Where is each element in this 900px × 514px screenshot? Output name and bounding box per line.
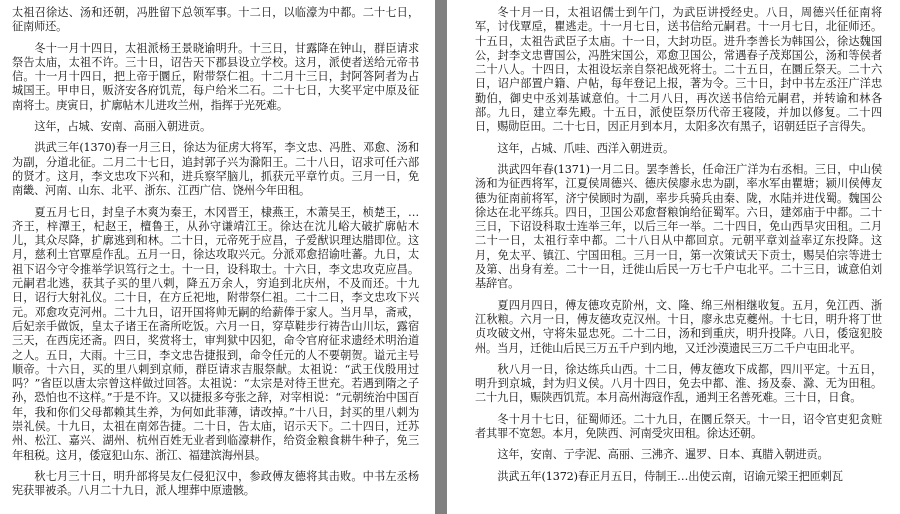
paragraph: 洪武五年(1372)春正月五日，侍制王…出使云南，诏谕元梁王把匝剌瓦 [497, 469, 843, 483]
paragraph: 这年，占城、安南、高丽入朝进贡。 [34, 120, 211, 134]
paragraph: 这年，安南、亍孛泥、高丽、三沸齐、暹罗、日本、真腊入朝进贡。 [497, 448, 829, 462]
paragraph: 冬十月一日，太祖诏儒士到午门，为武臣讲授经史。八日，周德兴任征南将军，讨伐覃垕，瞿逃走。十一月七日，送书信给元嗣君。十一月七日，北征师还。十五日，太祖告武臣子太庙。十一日，大封功臣。进升李善长为韩国公，徐达魏国公，封李文忠曹国公，冯胜宋国公，邓愈卫国公，常遇春子茂郑国公，汤和等侯者二十八人。十四日，太祖设坛亲自祭祀战死将士。二十五日，在圜丘祭天。二十六日，诏户部置户籍、户帖，每年登记上报，著为令。三十日，封中书左丞汪广洋忠勤伯，御史中丞刘基诚意伯。十二月八日，再次送书信给元嗣君，并转谕和林各部。九日，建立奉先殿。十五日，派使臣祭历代帝王寝陵，并加以修复。二十四日，赐勋臣田。二十七日，因正月到本月，太阳多次有黑子，诏朝廷臣子言得失。 [475, 6, 882, 134]
paragraph: 夏五月七日，封皇子木爽为秦王，木冈晋王，棣燕王，木萧吴王，桢楚王，…齐王，梓潭王，杞赵王，檀鲁王，从孙守谦靖江王。徐达在沈儿峪大破扩廓帖木儿，其众尽降，扩廓逃到和林。二十日，元帝死于应昌，子爱猷识理达腊即位。这月，慈利土官覃垕作乱。五月一日，徐达攻取兴元。分派邓愈招谕吐蕃。九日，太祖下诏今守令推举学识笃行之士。十一日，设科取士。十六日，李文忠攻克应昌。元嗣君北逃，获其子买的里八剌，降五万余人，穷追到北庆州，不及而还。十九日，诏行大射礼仪。二十日，在方丘祀地，附带祭仁祖。二十二日，李文忠攻下兴元。邓愈攻克河州。二十九日，诏开国将帅无嗣的给薪俸于家人。当月旱，斋戒，后妃亲手做饭，皇太子诸王在斋所吃饭。六月一日，穿草鞋步行祷告山川坛，露宿三天，在西庑还斋。四日，奖赏将士，审判狱中囚犯，命令官府征求遗经术明治道之人。五日，大雨。十三日，李文忠告捷报到，命令任元的人不要朝贺。谥元主号顺帝。十六日，买的里八剌到京师，群臣请求吉服祭献。太祖说：“武王伐殷用过吗？”省臣以唐太宗曾这样做过回答。太祖说：“太宗是对待王世充。若遇到隋之子孙，恐怕也不这样。”于是不许。又以捷报多夸张之辞，对宰相说：“元朝统治中国百年，我和你们父母都赖其生养，为何如此菲薄，请改掉。”十八日，封买的里八剌为崇礼侯。十九日，太祖在南郊告捷。二十日，告太庙，诏示天下。二十四日，迁苏州、松江、嘉兴、湖州、杭州百姓无业者到临濠耕作，给资金粮食耕牛种子，免三年租税。这月，倭寇犯山东、浙江、福建滨海州县。 [12, 205, 419, 462]
document-page-left [0, 0, 435, 514]
paragraph: 夏四月四日，傅友德攻克阶州，文、隆、绵三州相继收复。五月，免江西、浙江秋粮。六月一日，傅友德攻克汉州。十日，廖永忠克夔州。十七日，明升将丁世贞攻破文州，守将朱显忠死。二十二日，汤和到重庆，明升投降。八日，倭寇犯胶州。当月，迁徙山后民三万五千户到内地，又迁沙漠遗民三万二千户屯田北平。 [475, 298, 882, 355]
paragraph: 秋八月一日，徐达练兵山西。十二日，傅友德攻下成都，四川平定。十五日，明升到京城，封为归义侯。八月十四日，免去中都、淮、扬及泰、滁、无为田租。二十九日，赈陕西饥荒。本月高州海寇作乱，通判王名善死难。三十日，日食。 [475, 362, 882, 405]
document-page-right [447, 0, 900, 514]
paragraph: 洪武三年(1370)春一月三日，徐达为征虏大将军，李文忠、冯胜、邓愈、汤和为副，分道北征。二月二十七日，追封郭子兴为滁阳王。二十八日，诏求可任六部的贤才。这月，李文忠攻下兴和，进兵察罕脑儿，抓获元平章竹贞。三月一日，免南畿、河南、山东、北平、浙东、江西广信、饶州今年田租。 [12, 141, 419, 198]
paragraph: 冬十月十七日，征蜀师还。二十九日，在圜丘祭天。十一日，诏令官吏犯贪赃者其罪不宽恕。本月，免陕西、河南受灾田租。徐达还朝。 [475, 412, 882, 441]
paragraph: 太祖召徐达、汤和还朝，冯胜留下总领军事。十二日，以临濠为中都。二十七日，征南师还。 [12, 6, 419, 34]
paragraph: 冬十一月十四日，太祖派杨王景晓谕明升。十三日，甘露降在钟山，群臣请求祭告太庙，太祖不许。三十日，诏告天下郡县设立学校。这月，派使者送给元帝书信。十一月十四日，把上帝于圜丘，附带祭仁祖。十二月十三日，封阿答阿者为占城国王。甲申日，贩济安各府饥荒，每户给米二石。二十七日，大奖平定中原及征南将士。庚寅日，扩廓帖木儿进攻兰州，指挥于光死难。 [12, 41, 419, 112]
paragraph: 秋七月三十日，明升部将吴友仁侵犯汉中，参政傅友德将其击败。中书左丞杨宪获罪被杀。八月二十九日，派人埋葬中原遗骸。 [12, 469, 419, 498]
paragraph: 洪武四年春(1371)一月二日。罢李善长，任命汪广洋为右丞相。三日，中山侯汤和为征西将军，江夏侯周德兴、德庆侯廖永忠为副，率水军由瞿塘；颍川侯傅友德为征南前将军，济宁侯顾时为副，率步兵骑兵由秦、陇，水陆并进伐蜀。魏国公徐达在北平练兵。四日，卫国公邓愈督粮饷给征蜀军。六日，建郊庙于中都。二十三日，下诏设科取士连举三年，以后三年一举。二十四日，免山西旱灾田租。二月二十一日，太祖行幸中都。二十八日从中都回京。元朝平章刘益率辽东投降。这月，免太平、镇江、宁国田租。三月一日，第一次策试天下贡士，赐吴伯宗等进士及第、出身有差。二十一日，迁徙山后民一万七千户屯北平。二十三日，诚意伯刘基辞官。 [475, 162, 882, 291]
paragraph: 这年，占城、爪哇、西洋入朝进贡。 [497, 141, 674, 155]
